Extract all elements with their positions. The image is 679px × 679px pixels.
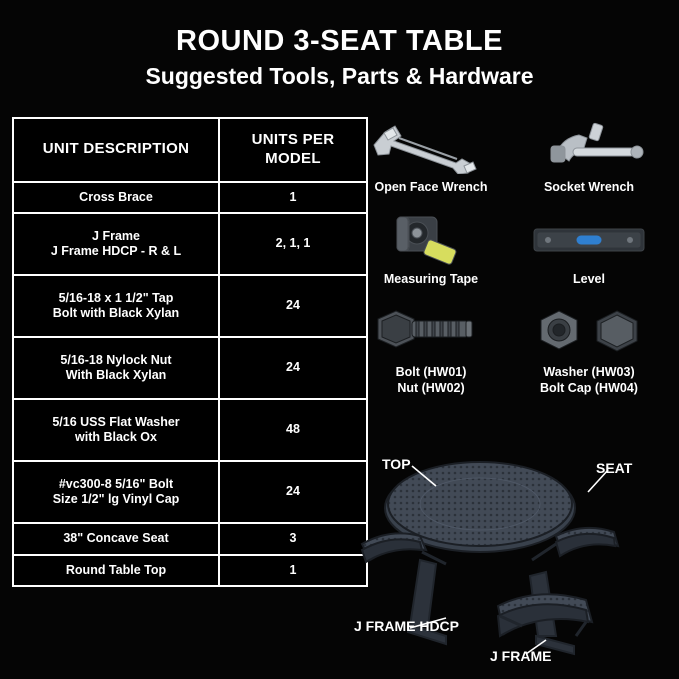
table-row: [13, 523, 367, 555]
table-row: [13, 182, 367, 214]
table-row: [13, 337, 367, 399]
cell-units: 3: [219, 523, 367, 555]
cell-description: #vc300-8 5/16" Bolt Size 1/2" lg Vinyl Cap: [13, 461, 219, 523]
parts-table-wrapper: [12, 117, 346, 587]
cell-units: 1: [219, 182, 367, 214]
tool-label: Level: [573, 271, 605, 286]
tools-row-2: [352, 212, 668, 288]
tools-grid: [352, 120, 668, 397]
cell-units: 1: [219, 555, 367, 587]
measuring-tape-icon: [352, 212, 510, 268]
tool-measuring-tape: [352, 212, 510, 288]
cell-description: Cross Brace: [13, 182, 219, 214]
callout-top: TOP: [382, 456, 411, 472]
tool-label: Measuring Tape: [383, 271, 479, 286]
header: [0, 26, 679, 89]
tool-socket-wrench: [510, 120, 668, 196]
cell-units: 24: [219, 275, 367, 337]
cell-description: 5/16-18 Nylock Nut With Black Xylan: [13, 337, 219, 399]
callout-j-frame-hdcp: J FRAME HDCP: [354, 618, 460, 634]
cell-description: 38" Concave Seat: [13, 523, 219, 555]
column-header-description: UNIT DESCRIPTION: [13, 118, 219, 182]
level-icon: [510, 212, 668, 268]
tool-washer-bolt-cap: [510, 305, 668, 396]
tool-open-face-wrench: [352, 120, 510, 196]
cell-units: 24: [219, 337, 367, 399]
table-body: [13, 182, 367, 587]
tools-row-3: [352, 305, 668, 396]
table-header-row: [13, 118, 367, 182]
tool-label: Washer (HW03) Bolt Cap (HW04): [540, 365, 638, 395]
open-face-wrench-icon: [352, 120, 510, 176]
product-illustration: [350, 440, 679, 679]
socket-wrench-icon: [510, 120, 668, 176]
column-header-units: UNITS PER MODEL: [219, 118, 367, 182]
table-row: [13, 555, 367, 587]
bolt-nut-icon: [352, 305, 510, 361]
parts-table: [12, 117, 368, 587]
table-row: [13, 461, 367, 523]
cell-units: 24: [219, 461, 367, 523]
callout-j-frame: J FRAME: [490, 648, 552, 664]
page-title: ROUND 3-SEAT TABLE: [176, 25, 503, 57]
table-row: [13, 399, 367, 461]
cell-description: J Frame J Frame HDCP - R & L: [13, 213, 219, 275]
table-row: [13, 275, 367, 337]
tool-label: Socket Wrench: [543, 180, 635, 194]
page-subtitle: Suggested Tools, Parts & Hardware: [145, 62, 534, 89]
cell-description: Round Table Top: [13, 555, 219, 587]
table-row: [13, 213, 367, 275]
cell-units: 2, 1, 1: [219, 213, 367, 275]
tool-bolt-nut: [352, 305, 510, 396]
cell-description: 5/16 USS Flat Washer with Black Ox: [13, 399, 219, 461]
cell-units: 48: [219, 399, 367, 461]
cell-description: 5/16-18 x 1 1/2" Tap Bolt with Black Xylan: [13, 275, 219, 337]
washer-bolt-cap-icon: [510, 305, 668, 361]
callout-seat: SEAT: [596, 460, 633, 476]
tool-level: [510, 212, 668, 288]
tool-label: Open Face Wrench: [374, 180, 488, 194]
tools-row-1: [352, 120, 668, 196]
tool-label: Bolt (HW01) Nut (HW02): [395, 365, 467, 395]
